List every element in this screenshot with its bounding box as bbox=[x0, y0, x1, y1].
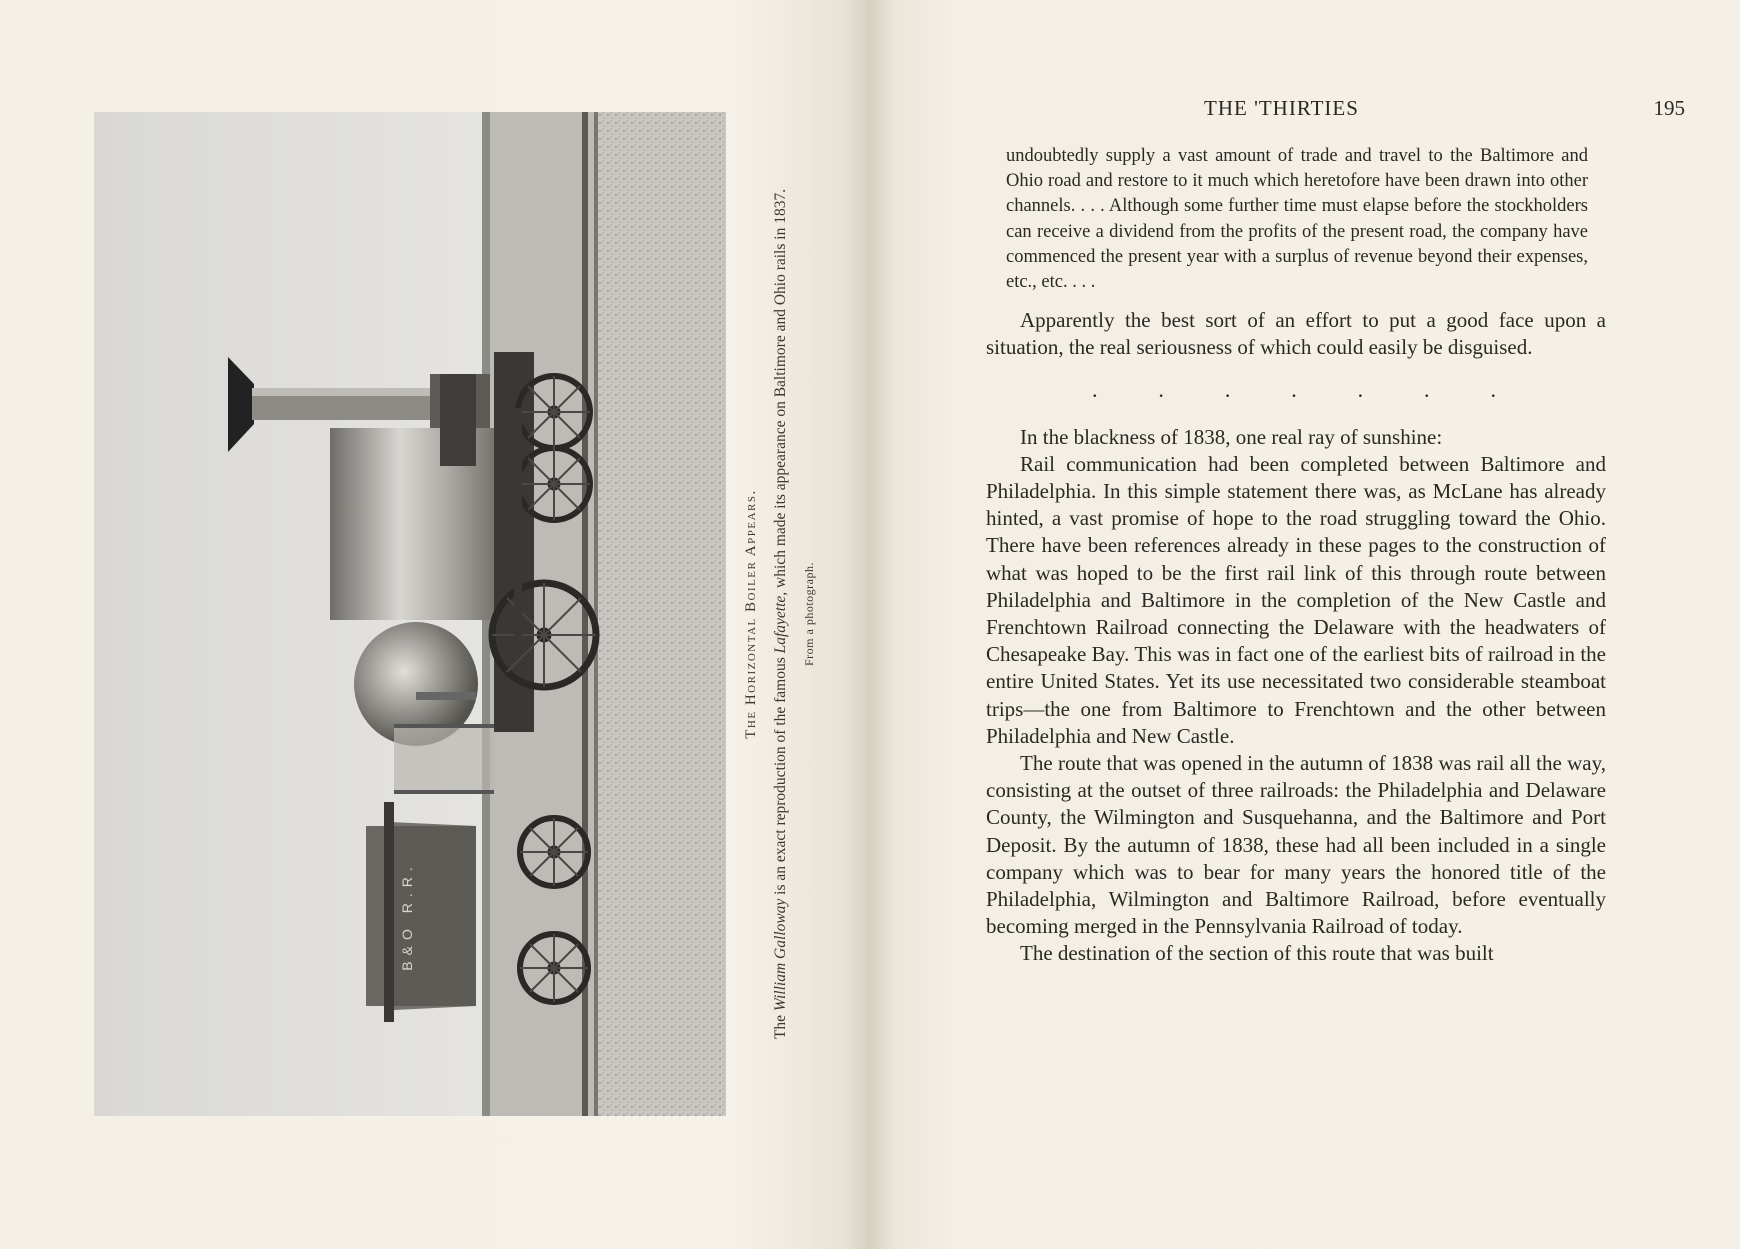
paragraph: Apparently the best sort of an effort to put a good face upon a situation, the real seriousness of which could easily be disguised. bbox=[986, 308, 1606, 360]
paragraph: In the blackness of 1838, one real ray of sunshine: bbox=[1020, 424, 1443, 449]
tender-lettering: B&O R.R. bbox=[399, 861, 415, 971]
caption-body: The William Galloway is an exact reproduction of the famous Lafayette, which made its appearance on Baltimore and Ohio rails in 1837. bbox=[772, 188, 789, 1040]
caption-credit: From a photograph. bbox=[802, 562, 816, 666]
left-page bbox=[0, 0, 868, 1249]
caption-italic-name: William Galloway bbox=[772, 898, 789, 1012]
paragraph: Rail communication had been completed between Baltimore and Philadelphia. In this simple statement there was, as McLane has already hinted, a vast promise of hope to the road struggling toward the Ohio. There have been references already in these pages to the construction of what was hoped to be the first rail link of this through route between Philadelphia and Baltimore in the completion of the New Castle and Frenchtown Railroad connecting the Delaware with the headwaters of Chesapeake Bay. This was in fact one of the earliest bits of railroad in the entire United States. Yet its use necessitated two considerable steamboat trips—the one from Baltimore to Frenchtown and the other between Philadelphia and New Castle. bbox=[986, 451, 1606, 748]
right-page bbox=[868, 0, 1740, 1249]
running-head-title: THE 'THIRTIES bbox=[1204, 96, 1359, 120]
section-break-dots: . . . . . . . bbox=[1092, 376, 1496, 402]
caption-title: The Horizontal Boiler Appears. bbox=[743, 489, 759, 739]
locomotive-illustration bbox=[94, 112, 726, 1116]
page-number: 195 bbox=[1653, 96, 1685, 120]
paragraph: The route that was opened in the autumn of 1838 was rail all the way, consisting at the outset of three railroads: the Philadelphia and Delaware County, the Wilmington and Susquehanna, and the Baltimore and Port Deposit. By the autumn of 1838, these had all been included in a single company which was to bear for many years the honored title of the Philadelphia, Wilmington and Baltimore Railroad, before eventually becoming merged in the Pennsylvania Railroad of today. bbox=[986, 751, 1606, 939]
caption-italic-name-2: Lafayette, bbox=[772, 591, 789, 654]
paragraph: The destination of the section of this route that was built bbox=[1020, 941, 1494, 966]
plate-caption bbox=[736, 112, 836, 1116]
block-quote: undoubtedly supply a vast amount of trade and travel to the Baltimore and Ohio road and restore to it much which heretofore have been drawn into other channels. . . . Although some further time must elapse before the stockholders can receive a dividend from the profits of the present road, the company have commenced the present year with a surplus of revenue beyond their expenses, etc., etc. . . . bbox=[1006, 146, 1588, 293]
body-text bbox=[986, 144, 1606, 968]
running-head bbox=[868, 96, 1740, 126]
locomotive-photograph bbox=[94, 112, 726, 1116]
